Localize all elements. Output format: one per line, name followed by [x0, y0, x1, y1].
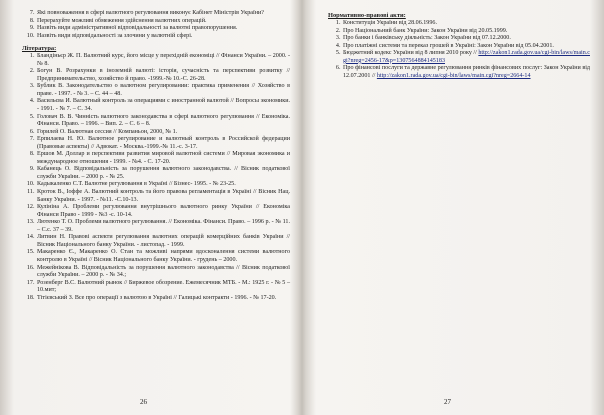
literature-item: 15. Макаренко Є., Макаренко О. Стан та можливі напрями вдосконалення системи валютного контролю в Україні // Вісник Національного банку України. - грудень – 2000. — [36, 249, 290, 264]
page-number-right: 27 — [444, 398, 451, 406]
literature-item: 3. Бублик В. Законодательство о валютном регулировании: практика применения // Хозяйство в праве. - 1997. - № 3. – С. 44 – 48. — [36, 83, 290, 98]
literature-item: 6. Горилей О. Валютная сессия // Компаньон, 2000, № 1. — [36, 129, 290, 137]
legal-act-text: Про Національний банк України: Закон України від 20.05.1999. — [343, 27, 508, 34]
review-questions-list — [22, 10, 290, 40]
literature-heading: Література: — [22, 45, 57, 53]
question-item: 9. Назвіть види адміністративної відповідальності за валютні правопорушення. — [36, 25, 290, 33]
legal-acts-heading: Нормативно-правові акти: — [328, 12, 406, 19]
literature-item: 9. Кабанець О. Відповідальність за порушення валютного законодавства. // Вісник податкової служби України. – 2000 р. - № 25. — [36, 166, 290, 181]
literature-list — [22, 53, 290, 302]
legal-act-item — [342, 20, 590, 28]
page-number-left: 26 — [140, 398, 147, 406]
legal-act-text: Бюджетний кодекс України від 8 липня 2010 року // — [343, 50, 477, 57]
literature-item: 5. Головач В. В. Чинність валютного законодавства в сфері валютного регулювання // Економіка. Фінанси. Право. – 1996. – Вип. 2. – С. 6 – 8. — [36, 114, 290, 129]
literature-item: 11. Кроток В., Іоффе А. Валютний контроль та його правова регламентація в Україні // Вісник Нац. Банку України. - 1997. - №11. -С.10-13. — [36, 189, 290, 204]
legal-act-text: Про платіжні системи та переказ грошей в Україні: Закон України від 05.04.2001. — [343, 42, 554, 49]
literature-item: 7. Ерпилаева Н. Ю. Валютное регулирование и валютный контроль в Российской федерации (Правовые аспекты) // Адвокат. - Москва.-1999.-№ 11.-с. 3-17. — [36, 136, 290, 151]
question-item: 8. Перерахуйте можливі обмеження здійснення валютних операцій. — [36, 18, 290, 26]
legal-acts-list — [328, 20, 590, 80]
literature-item: 13. Лютенко Т. О. Проблеми валютного регулювання. // Економіка. Фінанси. Право. – 1996 р. - № 11. – С.с. 37 – 39. — [36, 219, 290, 234]
literature-item: 10. Кадыкаленко С.Т. Валютне регулювання в Україні // Бізнес- 1995. - № 23-25. — [36, 181, 290, 189]
legal-act-text: Про фінансові послуги та державне регулювання ринків фінансових послуг: Закон України від 12.07.2001 // — [343, 65, 590, 79]
literature-item: 4. Васильєва И. Валютный контроль за операциями с иностранной валютой // Вопросы экономики. - 1991. - № 7. – С. 34. — [36, 98, 290, 113]
literature-item: 2. Богун В. Розрахунки в іноземній валюті: історія, сучасність та перспективи розвитку // Предпринимательство, хозяйство й право. -1999.-№ 10.-С. 26-28. — [36, 68, 290, 83]
legal-act-item — [342, 28, 590, 36]
literature-item: 17. Розенберг В.С. Валютний рынок // Биржевое обозрение. Ежемесячник МТБ. - М.: 1925 г. - № 5 – 10.мит; — [36, 280, 290, 295]
question-item: 7. Які повноваження в сфері валютного регулювання виконує Кабінет Міністрів України? — [36, 10, 290, 18]
question-item: 10. Назвіть види відповідальності за злочини у валютній сфері. — [36, 33, 290, 41]
legal-act-item — [342, 35, 590, 43]
left-page — [0, 0, 300, 415]
literature-item: 1. Бландіньєр Ж. П. Валютний курс, його місце у перехідній економіці // Фінанси України. – 2000. - № 8. — [36, 53, 290, 68]
legal-act-item — [342, 65, 590, 80]
legal-act-text: Про банки і банківську діяльність: Закон України від 07.12.2000. — [343, 35, 511, 42]
legal-act-text: Конституція України від 28.06.1996. — [343, 20, 437, 26]
legal-act-link[interactable]: http://zakon1.rada.gov.ua/cgi-bin/laws/main.cgi?nreg=2456-17&p=1307564884145183 — [343, 50, 590, 64]
literature-item: 8. Ершов М. Доллар и перспективи развития мировой валютной системи // Мировая экономика и международное отношения - 1999. - №4. - С. 17-20. — [36, 151, 290, 166]
right-page — [304, 0, 604, 415]
literature-item: 14. Литвин Н. Правові аспекти регулювання валютних операцій комерційних банків України // Вісник Національного банку України. - листопад. - 1999. — [36, 234, 290, 249]
literature-item: 16. Межейнікова В. Відповідальність за порушення валютного законодавства // Вісник податкової служби України. – 2000 р. - № 34.; — [36, 265, 290, 280]
legal-act-item — [342, 50, 590, 65]
literature-item: 12. Кулініна А. Проблеми регулювання внутрішнього валютного ринку України // Економіка Фінанси Право - 1999 - №3 -с. 10-14. — [36, 204, 290, 219]
literature-item: 18. Тітієвський З. Все про операції з валютою в Україні // Галицькі контракти - 1996. - № 17-20. — [36, 295, 290, 303]
legal-act-link[interactable]: http://zakon1.rada.gov.ua/cgi-bin/laws/main.cgi?nreg=2664-14 — [376, 72, 531, 79]
